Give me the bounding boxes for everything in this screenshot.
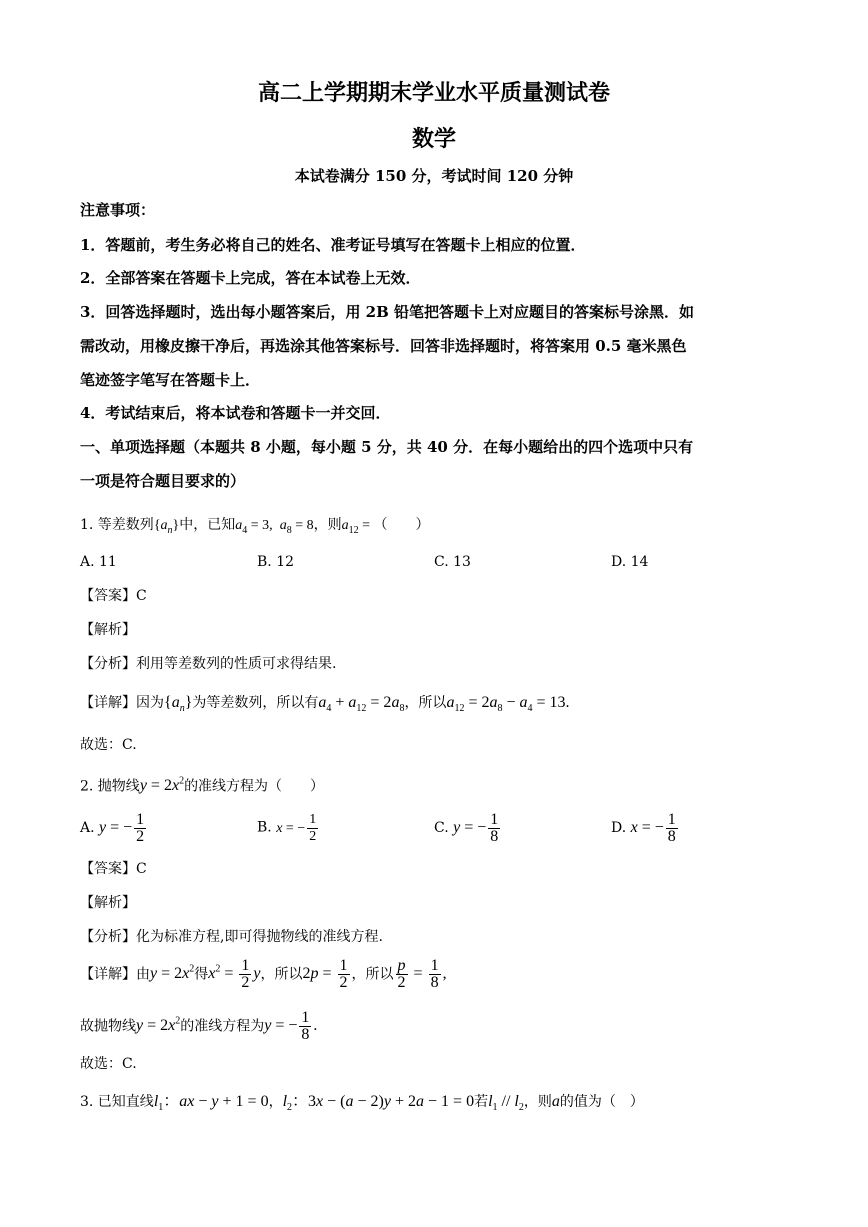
question-1-stem: 1. 等差数列$\{a_n\}$中，已知$a_4 = 3$, $a_8 = 8$，则$a_{12}$ = （ ） <box>80 517 430 536</box>
q1-option-d: D. 14 <box>611 554 649 570</box>
subject-title: 数学 <box>411 126 456 152</box>
q1-analysis-label: 【解析】 <box>80 622 136 638</box>
note-item: 3．回答选择题时，选出每小题答案后，用 2B 铅笔把答题卡上对应题目的答案标号涂黑．如 <box>80 303 695 321</box>
q1-fenxi: 【分析】利用等差数列的性质可求得结果. <box>80 656 337 672</box>
q2-option-b: B. x = − $\frac{1}{2}$ <box>257 812 317 844</box>
q2-option-d: D. x = − $\frac{1}{8}$ <box>611 811 676 845</box>
q2-detail: 【详解】由$y = 2x^2$得$x^2$ = $\frac{1}{2}$ y，所以2p = $\frac{1}{2}$ ，所以 $\frac{p}{2}$ = $\frac{1}{8}$ , <box>80 957 447 992</box>
notes-heading: 注意事项： <box>80 201 156 219</box>
q2-conclusion: 故抛物线$y = 2x^2$的准线方程为y = − $\frac{1}{8}$ . <box>80 1009 318 1044</box>
q1-answer: 【答案】C <box>80 588 147 604</box>
q1-option-b: B. 12 <box>257 554 295 570</box>
question-3-stem: 3. 已知直线$l_1$：ax − y + 1 = 0，$l_2$：3x − (a − 2)y + 2a − 1 = 0若$l_1 // l_2$，则a的值为（ ） <box>80 1093 644 1114</box>
note-item: 1．答题前，考生务必将自己的姓名、准考证号填写在答题卡上相应的位置． <box>80 236 586 254</box>
question-2-stem: 2. 抛物线$y = 2x^2$的准线方程为（ ） <box>80 776 325 795</box>
q2-option-a: A. y = − $\frac{1}{2}$ <box>80 811 145 845</box>
q1-option-a: A. 11 <box>80 554 117 570</box>
note-item: 4．考试结束后，将本试卷和答题卡一并交回． <box>80 404 391 422</box>
section-heading: 一、单项选择题（本题共 8 小题，每小题 5 分，共 40 分．在每小题给出的四个选项中只有 <box>80 438 694 456</box>
q2-answer: 【答案】C <box>80 861 147 877</box>
q2-choice: 故选：C. <box>80 1056 137 1072</box>
note-item: 需改动，用橡皮擦干净后，再选涂其他答案标号．回答非选择题时，将答案用 0.5 毫米黑色 <box>80 337 687 355</box>
exam-title: 高二上学期期末学业水平质量测试卷 <box>257 80 610 106</box>
q2-option-c: C. y = − $\frac{1}{8}$ <box>434 811 499 845</box>
q2-analysis-label: 【解析】 <box>80 895 136 911</box>
q2-fenxi: 【分析】化为标准方程,即可得抛物线的准线方程. <box>80 929 383 945</box>
q1-option-c: C. 13 <box>434 554 471 570</box>
section-heading-cont: 一项是符合题目要求的） <box>80 472 246 490</box>
note-item: 笔迹签字笔写在答题卡上． <box>80 371 261 389</box>
q1-detail: 【详解】因为$\{a_n\}$为等差数列，所以有$a_4 + a_{12} = 2a_8$，所以$a_{12} = 2a_8 - a_4 = 13$. <box>80 694 570 715</box>
q1-choice: 故选：C. <box>80 737 137 753</box>
exam-info: 本试卷满分 150 分，考试时间 120 分钟 <box>294 167 574 185</box>
note-item: 2．全部答案在答题卡上完成，答在本试卷上无效． <box>80 269 421 287</box>
